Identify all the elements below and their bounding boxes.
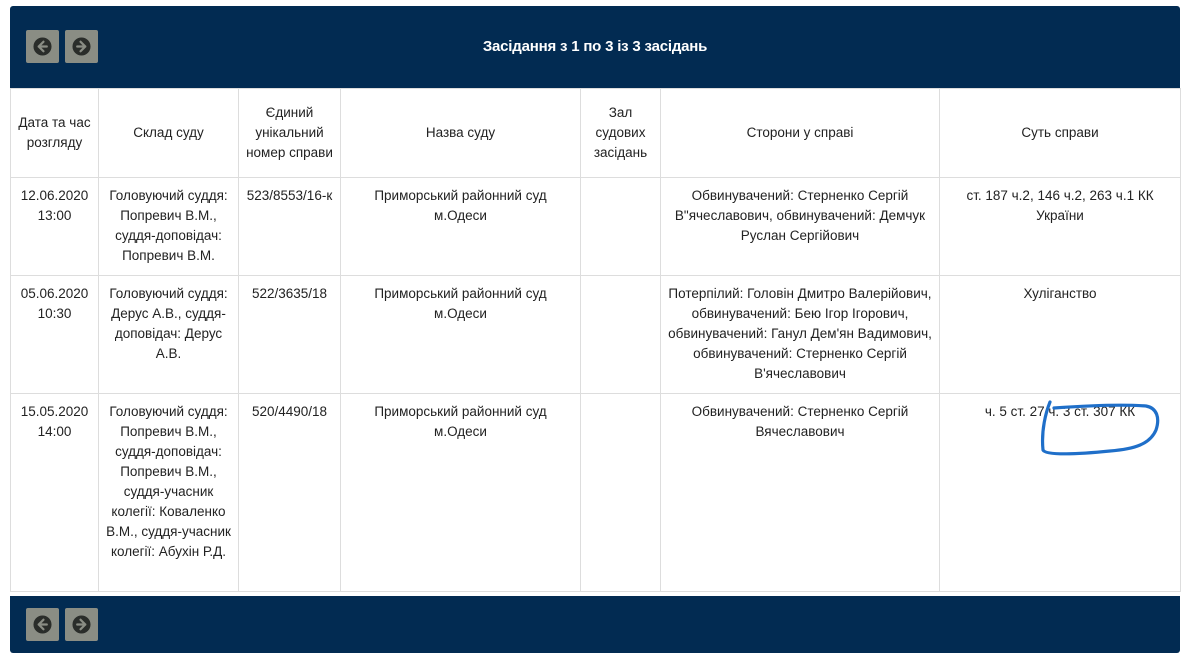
cell-hall: [581, 178, 661, 276]
cell-court: Приморський районний суд м.Одеси: [341, 276, 581, 394]
arrow-right-circle-icon: [72, 615, 91, 634]
cell-judges: Головуючий суддя: Дерус А.В., суддя-доповідач: Дерус А.В.: [99, 276, 239, 394]
cell-hall: [581, 394, 661, 592]
cell-case-number: 523/8553/16-к: [239, 178, 341, 276]
arrow-left-circle-icon: [33, 615, 52, 634]
prev-page-button[interactable]: [26, 608, 59, 641]
cell-essence: ст. 187 ч.2, 146 ч.2, 263 ч.1 КК України: [940, 178, 1181, 276]
column-header-date[interactable]: Дата та час розгляду: [11, 89, 99, 178]
column-header-judges[interactable]: Склад суду: [99, 89, 239, 178]
column-header-case-number[interactable]: Єдиний унікальний номер справи: [239, 89, 341, 178]
pager-top: [10, 6, 1180, 88]
cell-parties: Обвинувачений: Стерненко Сергій В"ячеславович, обвинувачений: Демчук Руслан Сергійович: [661, 178, 940, 276]
table-row: [11, 394, 1181, 592]
cell-judges: Головуючий суддя: Попревич В.М., суддя-доповідач: Попревич В.М.: [99, 178, 239, 276]
cell-essence: Хуліганство: [940, 276, 1181, 394]
column-header-parties[interactable]: Сторони у справі: [661, 89, 940, 178]
cell-date: 05.06.2020 10:30: [11, 276, 99, 394]
cell-judges: Головуючий суддя: Попревич В.М., суддя-доповідач: Попревич В.М., суддя-учасник колегії: Коваленко В.М., суддя-учасник колегії: Абухін Р.Д.: [99, 394, 239, 592]
cell-parties: Обвинувачений: Стерненко Сергій Вячеславович: [661, 394, 940, 592]
hearings-panel: [10, 6, 1180, 653]
cell-court: Приморський районний суд м.Одеси: [341, 394, 581, 592]
cell-essence: ч. 5 ст. 27 ч. 3 ст. 307 КК: [940, 394, 1181, 592]
hearings-table: [10, 88, 1181, 592]
cell-parties: Потерпілий: Головін Дмитро Валерійович, обвинувачений: Бею Ігор Ігорович, обвинувачений: Ганул Дем'ян Вадимович, обвинувачений: Стерненко Сергій В'ячеславович: [661, 276, 940, 394]
cell-date: 12.06.2020 13:00: [11, 178, 99, 276]
cell-date: 15.05.2020 14:00: [11, 394, 99, 592]
cell-hall: [581, 276, 661, 394]
table-row: [11, 178, 1181, 276]
cell-case-number: 522/3635/18: [239, 276, 341, 394]
pager-title: Засідання з 1 по 3 із 3 засідань: [482, 38, 708, 55]
next-page-button[interactable]: [65, 608, 98, 641]
column-header-hall[interactable]: Зал судових засідань: [581, 89, 661, 178]
column-header-court[interactable]: Назва суду: [341, 89, 581, 178]
table-header-row: [11, 89, 1181, 178]
cell-case-number: 520/4490/18: [239, 394, 341, 592]
cell-court: Приморський районний суд м.Одеси: [341, 178, 581, 276]
pager-bottom: [10, 596, 1180, 653]
table-row: [11, 276, 1181, 394]
column-header-essence[interactable]: Суть справи: [940, 89, 1181, 178]
